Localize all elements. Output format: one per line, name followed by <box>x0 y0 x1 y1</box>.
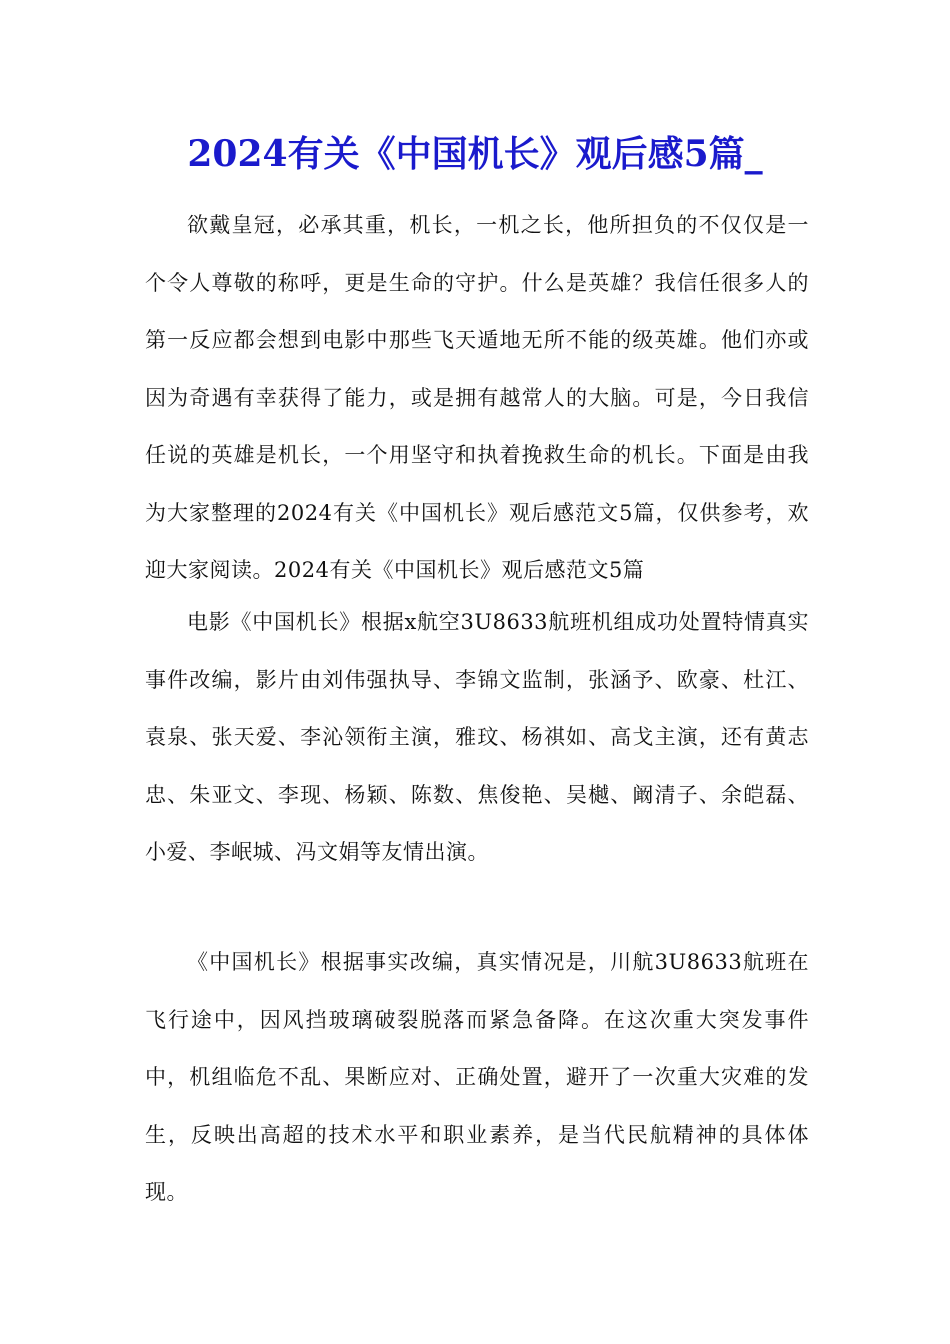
paragraph-intro: 欲戴皇冠，必承其重，机长，一机之长，他所担负的不仅仅是一个令人尊敬的称呼，更是生命的守护。什么是英雄？我信任很多人的第一反应都会想到电影中那些飞天遁地无所不能的级英雄。他们亦或因为奇遇有幸获得了能力，或是拥有越常人的大脑。可是，今日我信任说的英雄是机长，一个用坚守和执着挽救生命的机长。下面是由我为大家整理的2024有关《中国机长》观后感范文5篇，仅供参考，欢迎大家阅读。2024有关《中国机长》观后感范文5篇 <box>145 213 809 582</box>
document-title: 2024有关《中国机长》观后感5篇_ <box>187 133 763 175</box>
paragraph-background: 《中国机长》根据事实改编，真实情况是，川航3U8633航班在飞行途中，因风挡玻璃破裂脱落而紧急备降。在这次重大突发事件中，机组临危不乱、果断应对、正确处置，避开了一次重大灾难的发生，反映出高超的技术水平和职业素养，是当代民航精神的具体体现。 <box>145 950 809 1204</box>
paragraph-cast: 电影《中国机长》根据x航空3U8633航班机组成功处置特情真实事件改编，影片由刘伟强执导、李锦文监制，张涵予、欧豪、杜江、袁泉、张天爱、李沁领衔主演，雅玟、杨祺如、高戈主演，还有黄志忠、朱亚文、李现、杨颖、陈数、焦俊艳、吴樾、阚清子、余皑磊、小爱、李岷城、冯文娟等友情出演。 <box>145 610 809 864</box>
